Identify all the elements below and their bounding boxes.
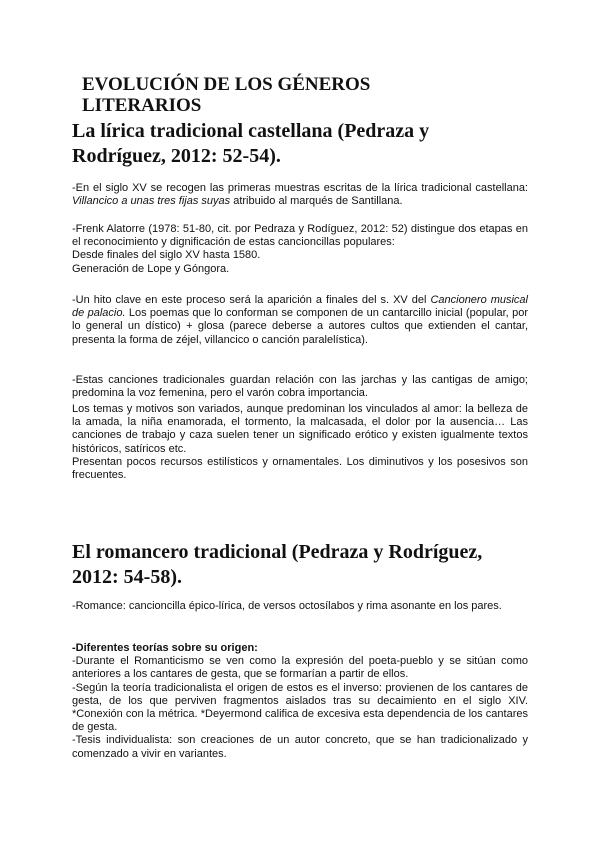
title-line-1: EVOLUCIÓN DE LOS GÉNEROS: [82, 74, 371, 95]
paragraph-romance-def: -Romance: cancioncilla épico-lírica, de versos octosílabos y rima asonante en los pares.: [72, 600, 502, 612]
stage-1: Desde finales del siglo XV hasta 1580.: [72, 249, 261, 262]
section-heading-lirica: La lírica tradicional castellana (Pedraza y Rodríguez, 2012: 52-54).: [72, 120, 430, 167]
italic-title: Villancico a unas tres fijas suyas: [72, 195, 231, 208]
paragraph-frenk-alatorre: -Frenk Alatorre (1978: 51-80, cit. por Pedraza y Rodíguez, 2012: 52) distingue dos etapas en el reconocimiento y dignificación de estas cancioncillas populares: Desde finales del siglo XV hasta 1580. Generación de Lope y Góngora.: [72, 223, 528, 275]
document-title: [82, 74, 502, 116]
title-line-2: LITERARIOS: [82, 95, 202, 116]
stage-2: Generación de Lope y Góngora.: [72, 262, 230, 275]
paragraph-cancionero: -Un hito clave en este proceso será la aparición a finales del s. XV del Cancionero musical de palacio. Los poemas que lo conforman se componen de un cantarcillo inicial (popular, por lo general un dístico) + glosa (parece deberse a autores cultos que extienden el cantar, presenta la forma de zéjel, villancico o canción paralelística).: [72, 294, 528, 346]
theories-block: [72, 642, 528, 761]
theories-heading: -Diferentes teorías sobre su origen:: [72, 642, 258, 654]
paragraph-recursos: Presentan pocos recursos estilísticos y ornamentales. Los diminutivos y los posesivos son frecuentes.: [72, 456, 528, 482]
paragraph-temas: Los temas y motivos son variados, aunque predominan los vinculados al amor: la belleza de la amada, la niña enamorada, el tormento, la malcasada, el dolor por la ausencia… Las canciones de trabajo y caza suelen tener un significado erótico y existen igualmente textos históricos, satíricos etc.: [72, 403, 528, 455]
theory-romanticismo: -Durante el Romanticismo se ven como la expresión del poeta-pueblo y se sitúan como anteriores a los cantares de gesta, que se formarían a partir de ellos.: [72, 655, 528, 681]
theory-tradicionalista: -Según la teoría tradicionalista el origen de estos es el inverso: provienen de los cantares de gesta, de los que perviven fragmentos aislados tras su decaimiento en el siglo XIV. *Conexión con la métrica. *Deyermond califica de excesiva esta dependencia de los cantares de gesta.: [72, 681, 528, 734]
italic-title: Cancionero musical de palacio.: [72, 294, 528, 320]
paragraph-siglo-xv: -En el siglo XV se recogen las primeras muestras escritas de la lírica tradicional castellana: Villancico a unas tres fijas suyas atribuido al marqués de Santillana.: [72, 182, 528, 208]
theory-individualista: -Tesis individualista: son creaciones de un autor concreto, que se han tradicionalizado y comenzado a vivir en variantes.: [72, 734, 528, 760]
paragraph-jarchas: -Estas canciones tradicionales guardan relación con las jarchas y las cantigas de amigo; predomina la voz femenina, pero el varón cobra importancia.: [72, 374, 528, 400]
section-heading-romancero: El romancero tradicional (Pedraza y Rodríguez, 2012: 54-58).: [72, 541, 483, 588]
